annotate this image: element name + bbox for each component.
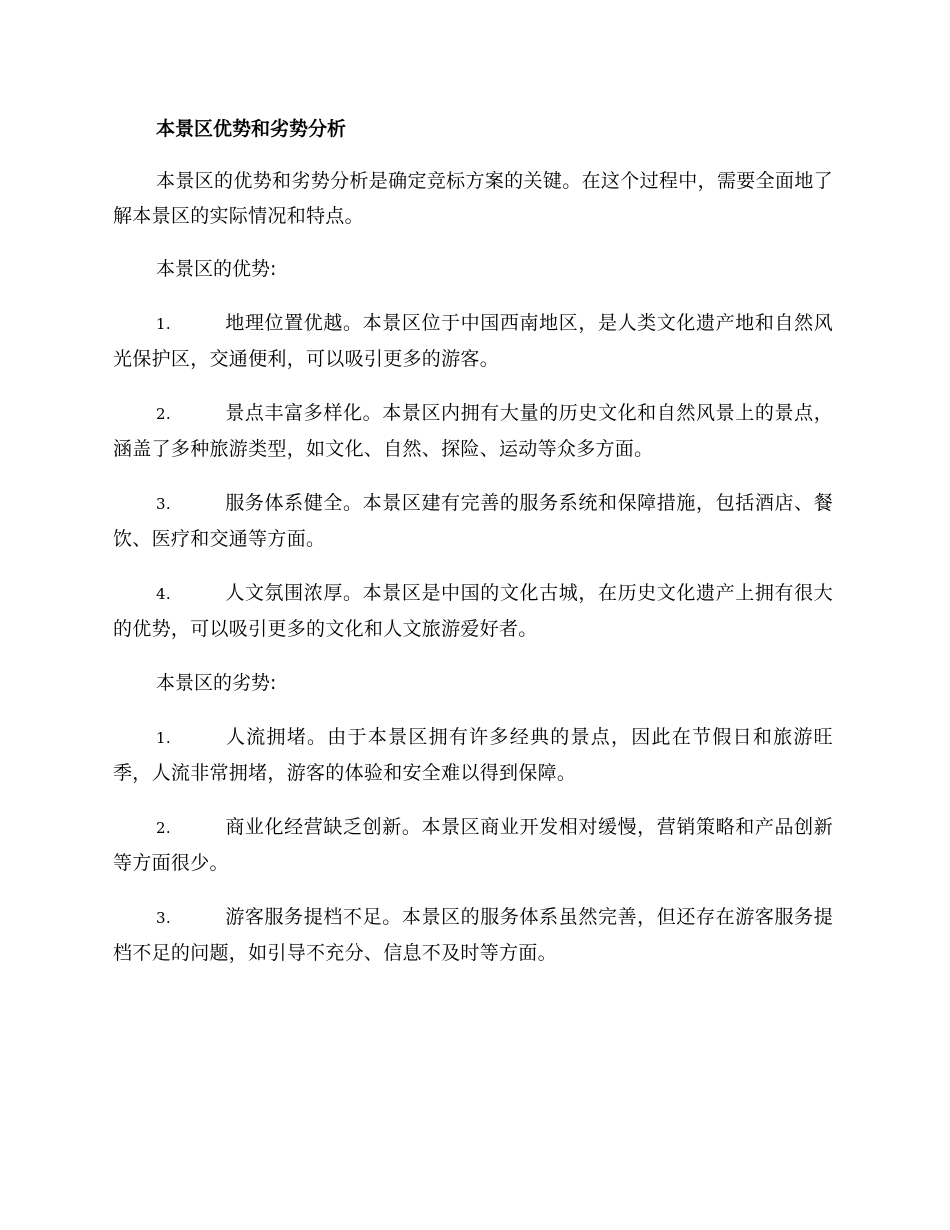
intro-paragraph: 本景区的优势和劣势分析是确定竞标方案的关键。在这个过程中，需要全面地了解本景区的实际情况和特点。 xyxy=(113,170,833,227)
list-text: 景点丰富多样化。本景区内拥有大量的历史文化和自然风景上的景点，涵盖了多种旅游类型，如文化、自然、探险、运动等众多方面。 xyxy=(113,402,833,460)
strength-item-2 xyxy=(113,396,833,467)
strength-item-3 xyxy=(113,486,833,557)
list-text: 服务体系健全。本景区建有完善的服务系统和保障措施，包括酒店、餐饮、医疗和交通等方面。 xyxy=(113,492,833,550)
list-number: 3. xyxy=(156,495,171,513)
list-number: 4. xyxy=(156,585,171,603)
list-number: 1. xyxy=(156,315,171,333)
list-text: 人流拥堵。由于本景区拥有许多经典的景点，因此在节假日和旅游旺季，人流非常拥堵，游客的体验和安全难以得到保障。 xyxy=(113,726,833,784)
list-number: 2. xyxy=(156,405,171,423)
list-text: 商业化经营缺乏创新。本景区商业开发相对缓慢，营销策略和产品创新等方面很少。 xyxy=(113,816,833,874)
list-text: 地理位置优越。本景区位于中国西南地区，是人类文化遗产地和自然风光保护区，交通便利，可以吸引更多的游客。 xyxy=(113,312,833,370)
strengths-label: 本景区的优势: xyxy=(156,258,277,280)
list-text: 人文氛围浓厚。本景区是中国的文化古城，在历史文化遗产上拥有很大的优势，可以吸引更多的文化和人文旅游爱好者。 xyxy=(113,582,833,640)
list-number: 2. xyxy=(156,819,171,837)
strength-item-4 xyxy=(113,576,833,647)
strength-item-1 xyxy=(113,306,833,377)
document-body xyxy=(113,112,833,990)
weakness-item-3 xyxy=(113,900,833,971)
weakness-item-1 xyxy=(113,720,833,791)
section-heading: 本景区优势和劣势分析 xyxy=(156,118,347,140)
weaknesses-label: 本景区的劣势: xyxy=(156,672,277,694)
list-number: 1. xyxy=(156,729,171,747)
weakness-item-2 xyxy=(113,810,833,881)
list-number: 3. xyxy=(156,909,171,927)
list-text: 游客服务提档不足。本景区的服务体系虽然完善，但还存在游客服务提档不足的问题，如引导不充分、信息不及时等方面。 xyxy=(113,906,833,964)
